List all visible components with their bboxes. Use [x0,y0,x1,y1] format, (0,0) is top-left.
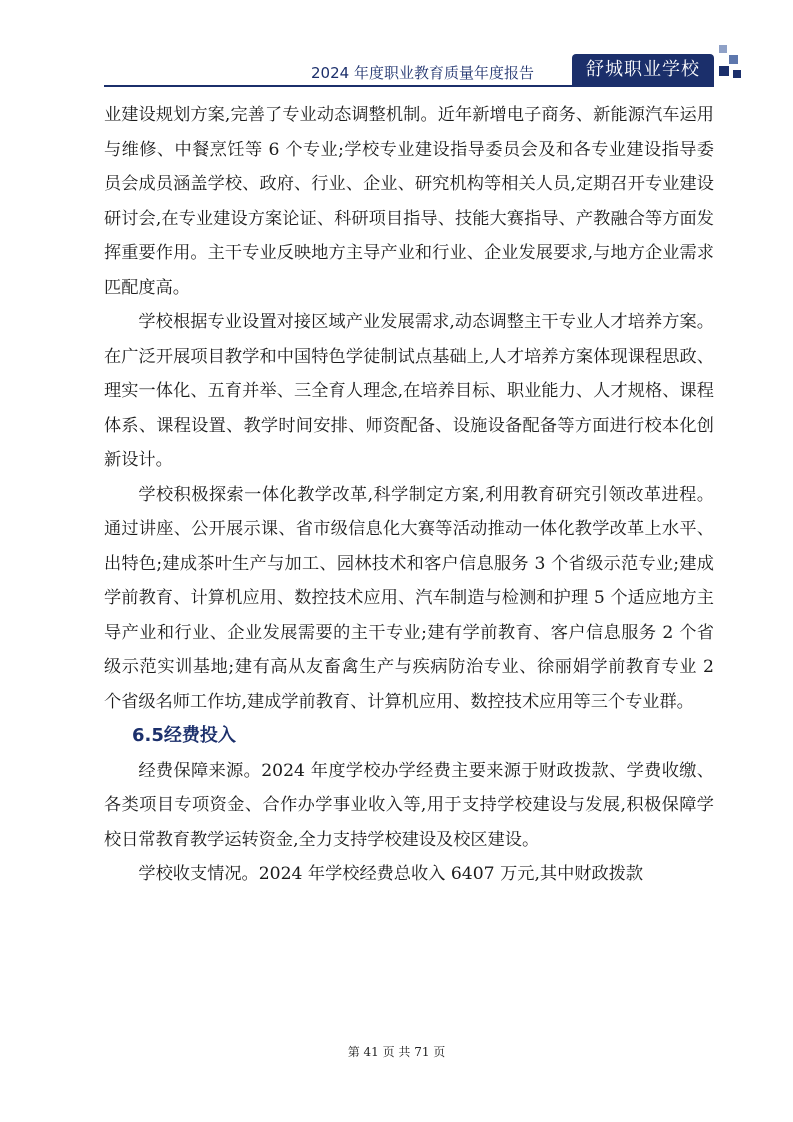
paragraph: 学校根据专业设置对接区域产业发展需求,动态调整主干专业人才培养方案。在广泛开展项目教学和中国特色学徒制试点基础上,人才培养方案体现课程思政、理实一体化、五育并举、三全育人理念,在培养目标、职业能力、人才规格、课程体系、课程设置、教学时间安排、师资配备、设施设备配备等方面进行校本化创新设计。 [104,312,714,470]
header-rule [104,85,714,87]
decor-square-icon [733,70,741,78]
section-title: 经费投入 [163,725,236,746]
page-header [0,0,793,96]
decor-square-icon [719,66,729,76]
section-heading [104,719,714,754]
school-name-badge: 舒城职业学校 [572,54,714,86]
section-number: 6.5 [132,725,164,746]
paragraph: 学校收支情况。2024 年学校经费总收入 6407 万元,其中财政拨款 [138,864,644,884]
decor-square-icon [729,55,738,64]
page-number: 第 41 页 共 71 页 [347,1045,446,1059]
paragraph: 经费保障来源。2024 年度学校办学经费主要来源于财政拨款、学费收缴、各类项目专项资金、合作办学事业收入等,用于支持学校建设与发展,积极保障学校日常教育教学运转资金,全力支持学校建设及校区建设。 [104,760,714,850]
decor-square-icon [719,45,727,53]
page-body [104,98,714,892]
paragraph: 学校积极探索一体化教学改革,科学制定方案,利用教育研究引领改革进程。通过讲座、公开展示课、省市级信息化大赛等活动推动一体化教学改革上水平、出特色;建成茶叶生产与加工、园林技术和客户信息服务 3 个省级示范专业;建成学前教育、计算机应用、数控技术应用、汽车制造与检测和护理 5 个适应地方主导产业和行业、企业发展需要的主干专业;建有学前教育、客户信息服务 2 个省级示范实训基地;建有高从友畜禽生产与疾病防治专业、徐丽娟学前教育专业 2 个省级名师工作坊,建成学前教育、计算机应用、数控技术应用等三个专业群。 [104,484,714,712]
report-title: 2024 年度职业教育质量年度报告 [311,64,534,82]
paragraph: 业建设规划方案,完善了专业动态调整机制。近年新增电子商务、新能源汽车运用与维修、中餐烹饪等 6 个专业;学校专业建设指导委员会及和各专业建设指导委员会成员涵盖学校、政府、行业、企业、研究机构等相关人员,定期召开专业建设研讨会,在专业建设方案论证、科研项目指导、技能大赛指导、产教融合等方面发挥重要作用。主干专业反映地方主导产业和行业、企业发展要求,与地方企业需求匹配度高。 [104,105,714,298]
